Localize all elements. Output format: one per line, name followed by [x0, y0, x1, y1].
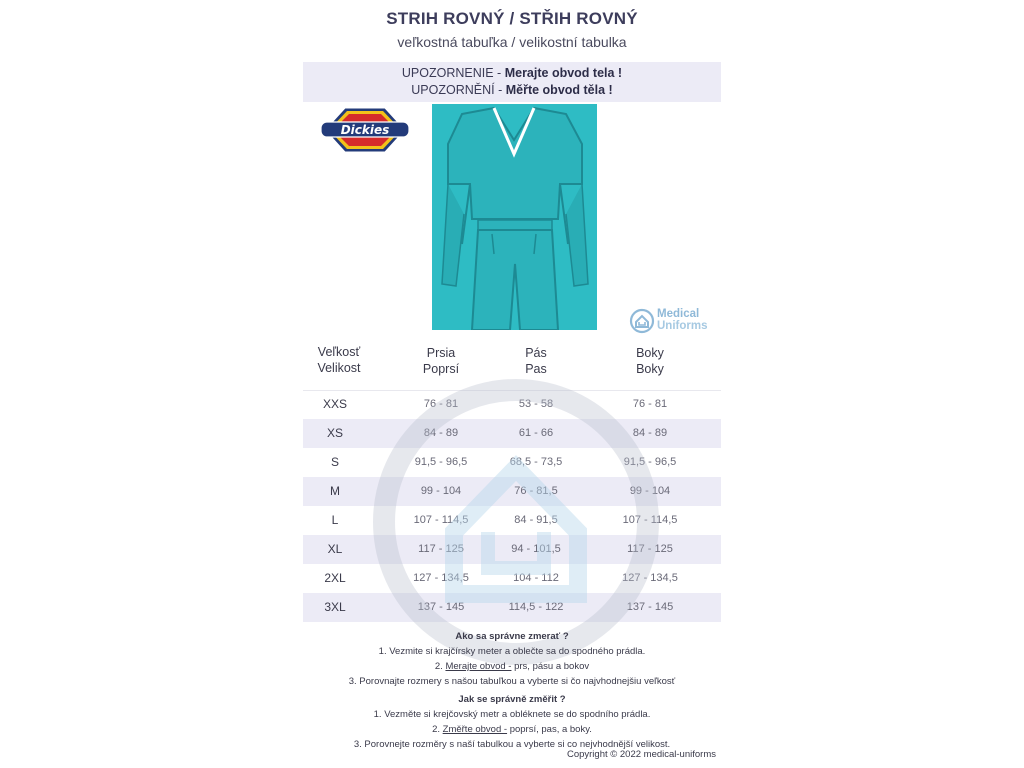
size-cell: S [330, 455, 339, 469]
waist-cell: 68,5 - 73,5 [509, 456, 563, 468]
header-waist-cz: Pas [525, 362, 547, 376]
hips-cell: 84 - 89 [632, 427, 668, 439]
hips-cell: 76 - 81 [632, 398, 668, 410]
medical-uniforms-logo-icon [629, 306, 725, 336]
dickies-logo-text: Dickies [340, 123, 390, 137]
size-cell: 2XL [324, 571, 346, 585]
waist-cell: 84 - 91,5 [514, 514, 558, 526]
how-to-measure-cz [303, 692, 721, 752]
warning-cz [303, 82, 721, 99]
waist-cell: 104 - 112 [513, 572, 559, 584]
header-chest-sk: Prsia [426, 346, 456, 360]
how-cz-step1: 1. Vezměte si krejčovský metr a obléknete se do spodního prádla. [373, 709, 651, 720]
header-chest [409, 345, 473, 377]
table-header [303, 342, 721, 391]
waist-cell: 53 - 58 [518, 398, 554, 410]
how-cz-step3: 3. Porovnejte rozměry s naší tabulkou a vyberte si co nejvhodnější velikost. [353, 739, 671, 750]
chest-cell: 99 - 104 [420, 485, 462, 497]
hips-cell: 91,5 - 96,5 [623, 456, 677, 468]
hips-cell: 137 - 145 [626, 601, 674, 613]
table-row [303, 564, 721, 593]
how-sk-step2 [303, 659, 721, 674]
how-to-measure-sk [303, 629, 721, 689]
copyright: Copyright © 2022 medical-uniforms [566, 749, 716, 760]
header-hips-cz: Boky [636, 362, 664, 376]
table-row [303, 477, 721, 506]
scrubs-figure-icon [432, 104, 597, 330]
chest-cell: 117 - 125 [418, 543, 464, 555]
waist-cell: 94 - 101,5 [511, 543, 561, 555]
chest-cell: 127 - 134,5 [413, 572, 469, 584]
size-cell: L [331, 513, 339, 527]
how-cz-heading: Jak se správně změřit ? [458, 694, 566, 705]
waist-cell: 76 - 81,5 [514, 485, 558, 497]
how-sk-step2-prefix: 2. [434, 661, 446, 672]
chest-cell: 91,5 - 96,5 [414, 456, 468, 468]
warning-sk [303, 65, 721, 82]
hips-cell: 117 - 125 [627, 543, 673, 555]
hips-cell: 127 - 134,5 [622, 572, 678, 584]
warning-sk-text: Merajte obvod tela ! [504, 66, 623, 80]
dickies-logo-icon [319, 104, 411, 156]
size-cell: XS [326, 426, 343, 440]
size-cell: XXS [322, 397, 347, 411]
how-sk-heading: Ako sa správne zmerať ? [455, 631, 569, 642]
medical-logo-line1: Medical [657, 308, 700, 320]
header-size-cz: Velikost [317, 361, 361, 375]
warning-sk-prefix: UPOZORNENIE - [401, 66, 505, 80]
medical-uniforms-text [657, 308, 707, 332]
how-sk-step2-link: Merajte obvod - [445, 661, 512, 672]
size-cell: M [330, 484, 340, 498]
size-table-body [303, 390, 721, 622]
table-row [303, 535, 721, 564]
warning-box [303, 62, 721, 102]
table-row [303, 593, 721, 622]
chest-cell: 76 - 81 [423, 398, 459, 410]
header-size [311, 344, 367, 376]
table-row [303, 419, 721, 448]
header-hips-sk: Boky [636, 346, 664, 360]
size-cell: XL [327, 542, 343, 556]
warning-cz-prefix: UPOZORNĚNÍ - [411, 83, 506, 97]
how-sk-step3: 3. Porovnajte rozmery s našou tabuľkou a vyberte si čo najvhodnejšiu veľkosť [348, 676, 676, 687]
hips-cell: 107 - 114,5 [622, 514, 678, 526]
header-waist [504, 345, 568, 377]
table-row [303, 506, 721, 535]
header-waist-sk: Pás [525, 346, 547, 360]
page-subtitle: veľkostná tabuľka / velikostní tabulka [397, 34, 627, 50]
header-hips [618, 345, 682, 377]
warning-cz-text: Měřte obvod těla ! [505, 83, 613, 97]
how-cz-step2-prefix: 2. [432, 724, 443, 735]
how-cz-step2-suffix: poprsí, pas, a boky. [507, 724, 592, 735]
medical-logo-line2: Uniforms [657, 320, 708, 332]
waist-cell: 114,5 - 122 [508, 601, 564, 613]
how-sk-step2-suffix: prs, pásu a bokov [511, 661, 590, 672]
chest-cell: 107 - 114,5 [413, 514, 469, 526]
size-chart-sheet [303, 0, 721, 768]
size-cell: 3XL [324, 600, 346, 614]
how-cz-step2-link: Změřte obvod - [442, 724, 508, 735]
table-row [303, 448, 721, 477]
header-size-sk: Veľkosť [317, 345, 361, 359]
waist-cell: 61 - 66 [518, 427, 554, 439]
how-cz-step2 [303, 722, 721, 737]
chest-cell: 84 - 89 [423, 427, 459, 439]
hips-cell: 99 - 104 [629, 485, 671, 497]
how-sk-step1: 1. Vezmite si krajčírsky meter a oblečte sa do spodného prádla. [378, 646, 646, 657]
page-title: STRIH ROVNÝ / STŘIH ROVNÝ [386, 9, 638, 28]
chest-cell: 137 - 145 [417, 601, 465, 613]
header-chest-cz: Poprsí [422, 362, 460, 376]
table-row [303, 390, 721, 419]
